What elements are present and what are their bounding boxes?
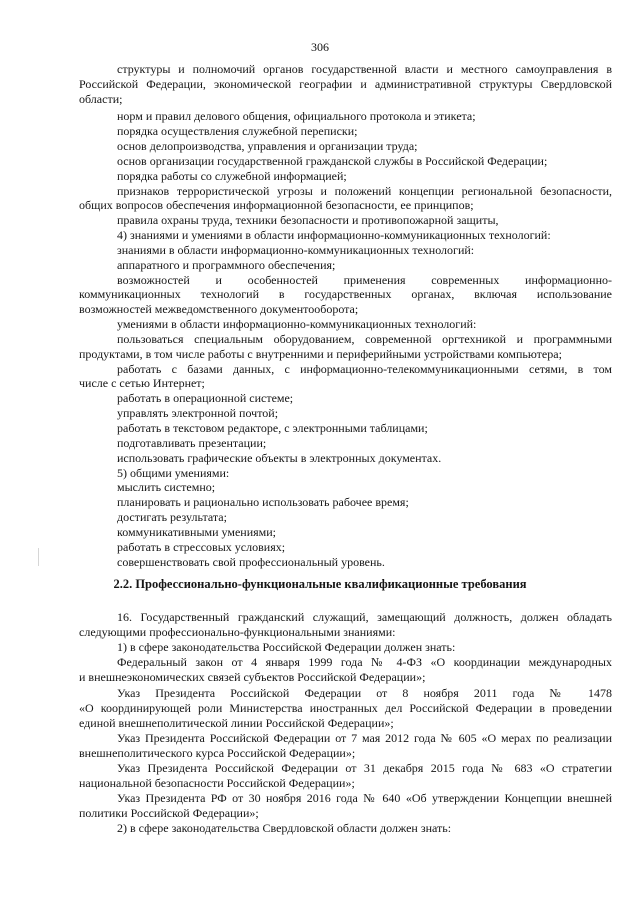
text-line: Указ Президента РФ от 30 ноября 2016 года № 640 «Об утверждении Концепции внешней <box>117 791 612 805</box>
text-line: коммуникационных технологий в государственных органах, включая использование <box>79 287 612 301</box>
text-line: правила охраны труда, техники безопасности и противопожарной защиты, <box>117 213 499 227</box>
text-line: политики Российской Федерации»; <box>79 806 259 820</box>
text-line: структуры и полномочий органов государственной власти и местного самоуправления в <box>117 62 612 76</box>
text-line: совершенствовать свой профессиональный уровень. <box>117 555 385 569</box>
text-line: «О координирующей роли Министерства иностранных дел Российской Федерации в проведении <box>79 701 612 715</box>
text-line: знаниями в области информационно-коммуникационных технологий: <box>117 243 475 257</box>
page-number: 306 <box>311 40 329 54</box>
text-line: Федеральный закон от 4 января 1999 года № 4-ФЗ «О координации международных <box>117 655 612 669</box>
text-line: возможностей и особенностей применения современных информационно- <box>117 273 612 287</box>
text-line: Указ Президента Российской Федерации от 31 декабря 2015 года № 683 «О стратегии <box>117 761 612 775</box>
text-line: национальной безопасности Российской Федерации»; <box>79 776 355 790</box>
text-line: 16. Государственный гражданский служащий, замещающий должность, должен обладать <box>117 610 612 624</box>
margin-mark <box>38 548 39 566</box>
text-line: Указ Президента Российской Федерации от 8 ноября 2011 года № 1478 <box>117 686 612 700</box>
text-line: признаков террористической угрозы и положений концепции региональной безопасности, <box>117 184 612 198</box>
text-line: области; <box>79 92 123 106</box>
text-line: числе с сетью Интернет; <box>79 376 205 390</box>
text-line: управлять электронной почтой; <box>117 406 279 420</box>
text-line: следующими профессионально-функциональными знаниями: <box>79 625 396 639</box>
text-line: достигать результата; <box>117 510 227 524</box>
text-line: 5) общими умениями: <box>117 466 230 480</box>
text-line: работать с базами данных, с информационно-телекоммуникационными сетями, в том <box>117 362 612 376</box>
text-line: пользоваться специальным оборудованием, современной оргтехникой и программными <box>117 332 612 346</box>
text-line: работать в стрессовых условиях; <box>117 540 286 554</box>
text-line: порядка работы со служебной информацией; <box>117 169 347 183</box>
text-line: единой внешнеполитической линии Российской Федерации»; <box>79 716 394 730</box>
text-line: мыслить системно; <box>117 480 216 494</box>
text-line: продуктами, в том числе работы с внутренними и периферийными устройствами компьютера; <box>79 347 562 361</box>
text-line: Указ Президента Российской Федерации от 7 мая 2012 года № 605 «О мерах по реализации <box>117 731 612 745</box>
text-line: коммуникативными умениями; <box>117 525 276 539</box>
text-line: умениями в области информационно-коммуникационных технологий: <box>117 317 477 331</box>
text-line: внешнеполитического курса Российской Федерации»; <box>79 746 356 760</box>
text-line: порядка осуществления служебной переписки; <box>117 124 358 138</box>
text-line: 4) знаниями и умениями в области информационно-коммуникационных технологий: <box>117 228 551 242</box>
text-line: аппаратного и программного обеспечения; <box>117 258 336 272</box>
text-line: возможностей межведомственного документооборота; <box>79 302 359 316</box>
text-line: основ организации государственной гражданской службы в Российской Федерации; <box>117 154 548 168</box>
text-line: работать в текстовом редакторе, с электронными таблицами; <box>117 421 428 435</box>
text-line: планировать и рационально использовать рабочее время; <box>117 495 409 509</box>
text-line: 2) в сфере законодательства Свердловской области должен знать: <box>117 821 452 835</box>
text-line: и внешнеэкономических связей субъектов Российской Федерации»; <box>79 670 426 684</box>
section-heading: 2.2. Профессионально-функциональные квалификационные требования <box>113 577 527 591</box>
text-line: общих вопросов обеспечения информационной безопасности, ее принципов; <box>79 198 474 212</box>
text-line: Российской Федерации, экономической географии и административной структуры Свердловской <box>79 77 612 91</box>
text-line: 1) в сфере законодательства Российской Федерации должен знать: <box>117 640 456 654</box>
text-line: подготавливать презентации; <box>117 436 267 450</box>
text-line: основ делопроизводства, управления и организации труда; <box>117 139 418 153</box>
text-line: норм и правил делового общения, официального протокола и этикета; <box>117 109 476 123</box>
text-line: использовать графические объекты в электронных документах. <box>117 451 442 465</box>
text-line: работать в операционной системе; <box>117 391 294 405</box>
